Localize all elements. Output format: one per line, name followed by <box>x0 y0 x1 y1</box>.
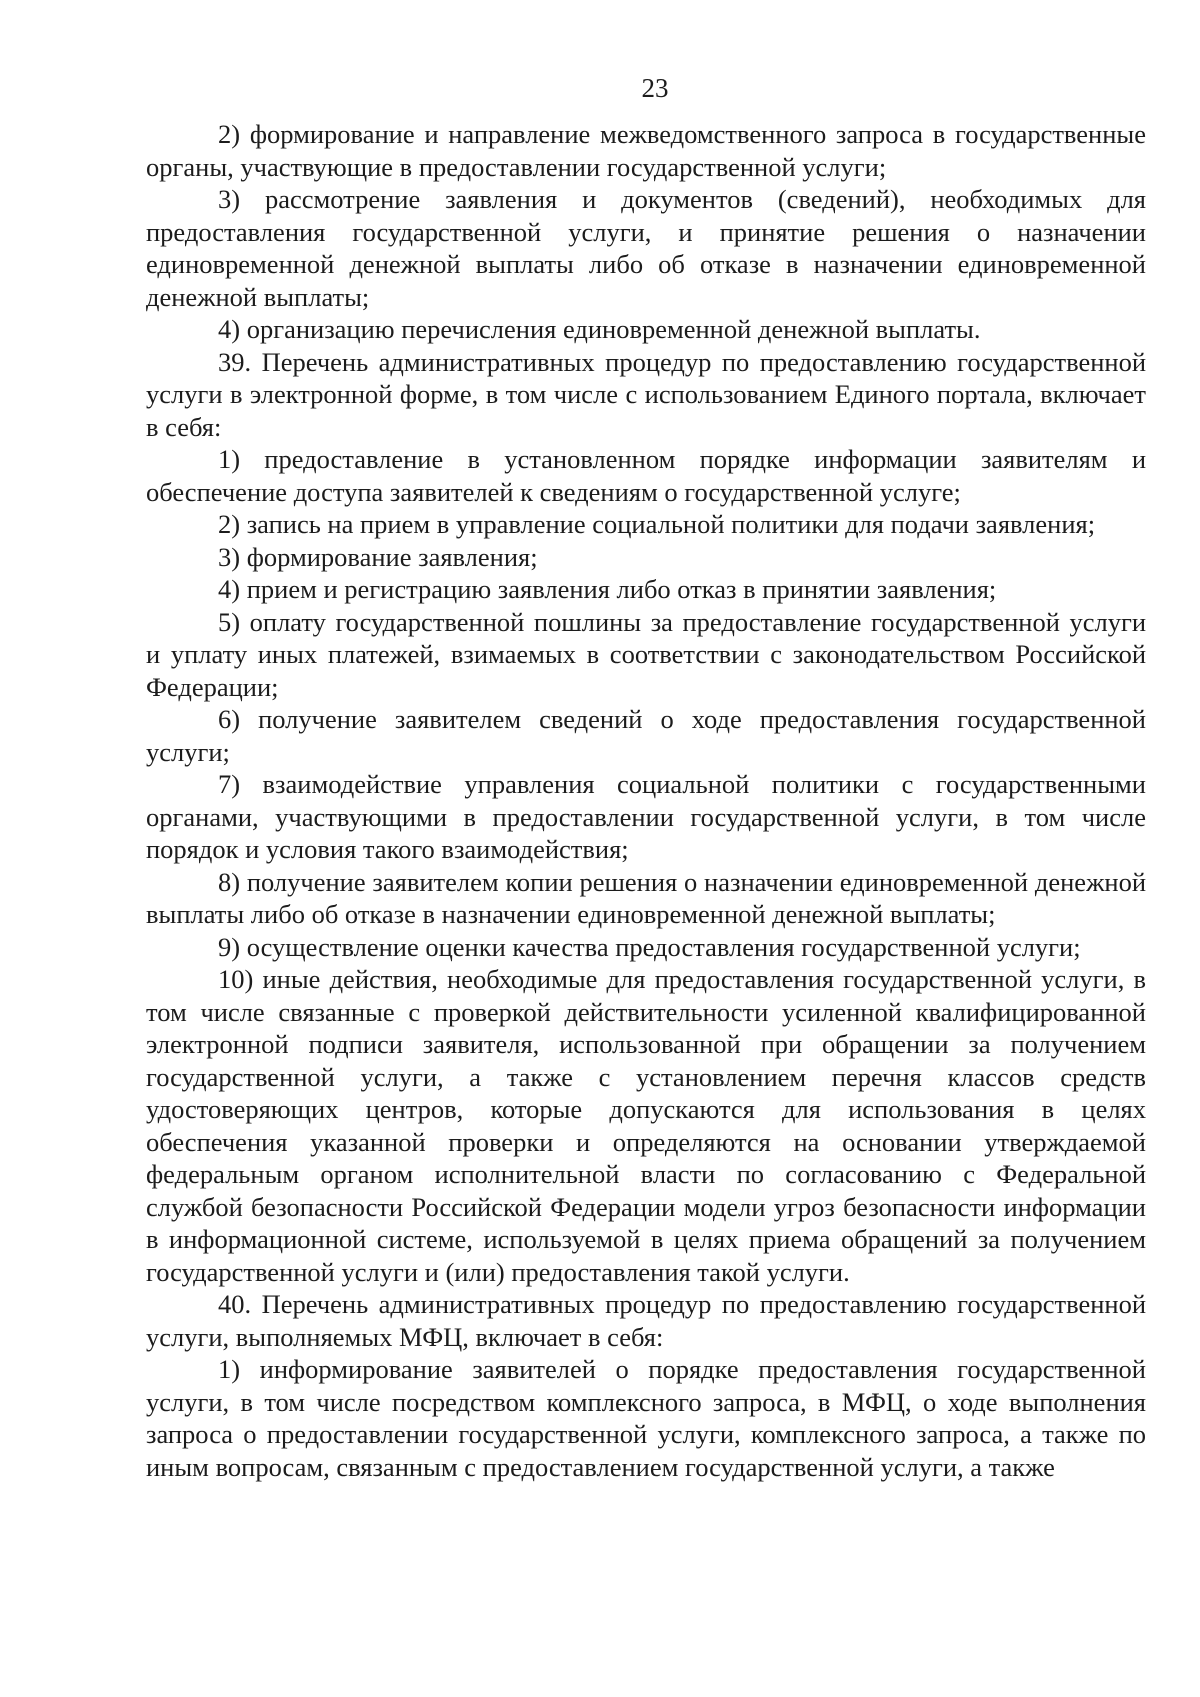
paragraph: 2) формирование и направление межведомственного запроса в государственные органы, участвующие в предоставлении государственной услуги; <box>146 119 1146 182</box>
paragraph: 3) формирование заявления; <box>218 541 538 572</box>
page-number: 23 <box>641 73 669 103</box>
paragraph: 1) информирование заявителей о порядке предоставления государственной услуги, в том числе посредством комплексного запроса, в МФЦ, о ходе выполнения запроса о предоставлении государственной услуги, комплексного запроса, а также по иным вопросам, связанным с предоставлением государственной услуги, а также <box>146 1354 1146 1482</box>
paragraph: 5) оплату государственной пошлины за предоставление государственной услуги и уплату иных платежей, взимаемых в соответствии с законодательством Российской Федерации; <box>146 606 1146 702</box>
paragraph: 3) рассмотрение заявления и документов (сведений), необходимых для предоставления государственной услуги, и принятие решения о назначении единовременной денежной выплаты либо об отказе в назначении единовременной денежной выплаты; <box>146 184 1146 312</box>
paragraph: 1) предоставление в установленном порядке информации заявителям и обеспечение доступа заявителей к сведениям о государственной услуге; <box>146 444 1146 507</box>
paragraph: 7) взаимодействие управления социальной политики с государственными органами, участвующими в предоставлении государственной услуги, в том числе порядок и условия такого взаимодействия; <box>146 769 1146 864</box>
document-body <box>146 118 1146 1483</box>
paragraph: 2) запись на прием в управление социальной политики для подачи заявления; <box>218 509 1096 539</box>
paragraph: 39. Перечень административных процедур по предоставлению государственной услуги в электронной форме, в том числе с использованием Единого портала, включает в себя: <box>146 346 1146 442</box>
paragraph: 6) получение заявителем сведений о ходе предоставления государственной услуги; <box>146 704 1146 767</box>
paragraph: 4) прием и регистрацию заявления либо отказ в принятии заявления; <box>218 574 997 604</box>
paragraph: 4) организацию перечисления единовременной денежной выплаты. <box>218 314 981 344</box>
paragraph: 40. Перечень административных процедур по предоставлению государственной услуги, выполняемых МФЦ, включает в себя: <box>146 1289 1146 1352</box>
paragraph: 8) получение заявителем копии решения о назначении единовременной денежной выплаты либо об отказе в назначении единовременной денежной выплаты; <box>146 866 1146 929</box>
paragraph: 10) иные действия, необходимые для предоставления государственной услуги, в том числе связанные с проверкой действительности усиленной квалифицированной электронной подписи заявителя, использованной при обращении за получением государственной услуги, а также с установлением перечня классов средств удостоверяющих центров, которые допускаются для использования в целях обеспечения указанной проверки и определяются на основании утверждаемой федеральным органом исполнительной власти по согласованию с Федеральной службой безопасности Российской Федерации модели угроз безопасности информации в информационной системе, используемой в целях приема обращений за получением государственной услуги и (или) предоставления такой услуги. <box>146 964 1146 1287</box>
paragraph: 9) осуществление оценки качества предоставления государственной услуги; <box>218 931 1081 962</box>
